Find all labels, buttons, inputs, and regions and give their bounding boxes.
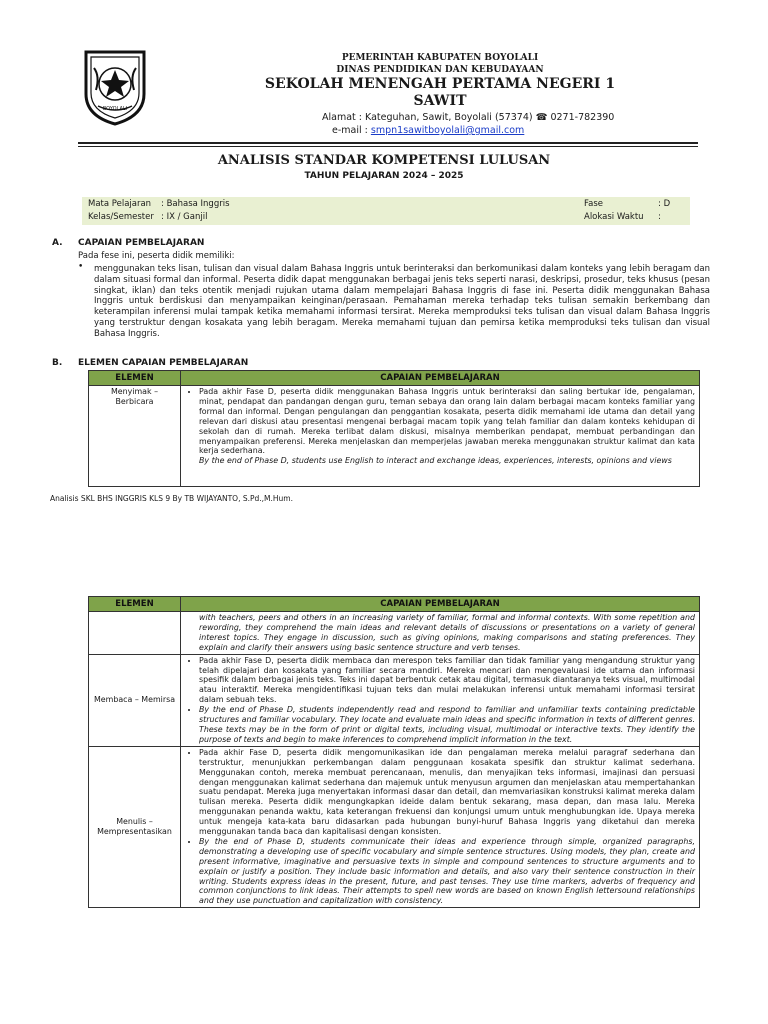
kelas-label: Kelas/Semester (88, 212, 154, 222)
section-b-title: ELEMEN CAPAIAN PEMBELAJARAN (78, 358, 249, 368)
school-name-line2: SAWIT (413, 93, 467, 109)
school-address: Alamat : Kateguhan, Sawit, Boyolali (57374) ☎ 0271-782390 (322, 112, 615, 123)
elemen-cell: Membaca – Memirsa (89, 654, 181, 746)
capaian-en-text: • By the end of Phase D, students communicate their ideas and experience through simple, organized paragraphs, demonstrating a developing use of specific vocabulary and simple sentence structures. Using models, they plan, create and present informative, imaginative and persuasive texts in simple and compound sentences to structure arguments and to explain or justify a position. They include basic information and details, and also vary their sentence construction in their writing. Students express ideas in the present, future, and past tenses. They use time markers, adverbs of frequency and common conjunctions to link ideas. Their attempts to spell new words are based on known English lettersound relationships and they use punctuation and capitalization with consistency. (199, 837, 695, 906)
col-header-capaian: CAPAIAN PEMBELAJARAN (181, 371, 700, 386)
table-row (89, 654, 700, 746)
government-name: PEMERINTAH KABUPATEN BOYOLALI (341, 53, 539, 63)
subject-info-box (82, 197, 690, 225)
section-a-title: CAPAIAN PEMBELAJARAN (78, 238, 205, 248)
table-row (89, 612, 700, 655)
mapel-label: Mata Pelajaran (88, 199, 152, 209)
capaian-cell (181, 386, 700, 487)
col-header-elemen: ELEMEN (89, 371, 181, 386)
alokasi-value: : (658, 212, 661, 222)
capaian-id-text: • Pada akhir Fase D, peserta didik mengomunikasikan ide dan pengalaman mereka melalui paragraf sederhana dan terstruktur, menunjukkan perkembangan dalam penggunaan kosakata spesifik dan struktur kalimat sederhana. Menggunakan contoh, mereka membuat perencanaan, menulis, dan menyajikan teks informasi, imajinasi dan persuasi dengan menggunakan kalimat sederhana dan majemuk untuk menyusun argumen dan menjelaskan atau mempertahankan suatu pendapat. Mereka juga menyertakan informasi dasar dan detail, dan memvariasikan konstruksi kalimat mereka dalam tulisan mereka. Peserta didik mengungkapkan ideide dalam bentuk sekarang, masa depan, dan masa lalu. Mereka menggunakan penanda waktu, kata keterangan frekuensi dan konjungsi umum untuk menghubungkan ide. Upaya mereka untuk mengeja kata-kata baru didasarkan pada hubungan bunyi-huruf Bahasa Inggris yang diketahui dan mereka menggunakan tanda baca dan kapitalisasi dengan konsisten. (199, 748, 695, 837)
capaian-en-text: • By the end of Phase D, students use English to interact and exchange ideas, experiences, interests, opinions and views (199, 456, 695, 466)
capaian-cell (181, 612, 700, 655)
elemen-cell-continued (89, 612, 181, 655)
letterhead (160, 52, 720, 110)
page-footer: Analisis SKL BHS INGGRIS KLS 9 By TB WIJAYANTO, S.Pd.,M.Hum. (50, 494, 293, 503)
department-name: DINAS PENDIDIKAN DAN KEBUDAYAAN (336, 65, 544, 75)
alokasi-label: Alokasi Waktu (584, 212, 644, 222)
table-row (89, 746, 700, 908)
capaian-cell (181, 746, 700, 908)
col-header-capaian: CAPAIAN PEMBELAJARAN (181, 597, 700, 612)
section-a-bullet: menggunakan teks lisan, tulisan dan visual dalam Bahasa Inggris untuk berinteraksi dan berkomunikasi dalam konteks yang lebih beragam dan dalam situasi formal dan informal. Peserta didik dapat menggunakan berbagai jenis teks seperti narasi, deskripsi, prosedur, teks khusus (pesan singkat, iklan) dan teks otentik menjadi rujukan utama dalam mempelajari Bahasa Inggris di fase ini. Peserta didik menggunakan Bahasa Inggris untuk berdiskusi dan menyampaikan keinginan/perasaan. Pemahaman mereka terhadap teks tulisan semakin berkembang dan keterampilan inferensi mulai tampak ketika memahami informasi tersirat. Mereka memproduksi teks tulisan dan visual dalam Bahasa Inggris yang terstruktur dengan kosakata yang lebih beragam. Mereka memahami tujuan dan pemirsa ketika memproduksi teks tulisan dan visual Bahasa Inggris. (94, 264, 710, 339)
col-header-elemen: ELEMEN (89, 597, 181, 612)
capaian-cell (181, 654, 700, 746)
capaian-id-text: • Pada akhir Fase D, peserta didik membaca dan merespon teks familiar dan tidak familiar yang mengandung struktur yang telah dipelajari dan kosakata yang familiar secara mandiri. Mereka mencari dan mengevaluasi ide utama dan informasi spesifik dalam berbagai jenis teks. Teks ini dapat berbentuk cetak atau digital, termasuk diantaranya teks visual, multimodal atau interaktif. Mereka mengidentifikasi tujuan teks dan mulai melakukan inferensi untuk memahami informasi tersirat dalam sebuah teks. (199, 656, 695, 706)
section-a-letter: A. (52, 238, 63, 248)
elemen-table-page1 (88, 370, 700, 487)
school-address-block (322, 111, 614, 137)
document-subtitle: TAHUN PELAJARAN 2024 – 2025 (304, 171, 464, 181)
section-b-letter: B. (52, 358, 63, 368)
svg-text:BOYOLALI: BOYOLALI (102, 106, 128, 112)
capaian-id-text: • Pada akhir Fase D, peserta didik menggunakan Bahasa Inggris untuk berinteraksi dan saling bertukar ide, pengalaman, minat, pendapat dan pandangan dengan guru, teman sebaya dan orang lain dalam berbagai macam konteks familiar yang formal dan informal. Dengan pengulangan dan penggantian kosakata, peserta didik memahami ide utama dan detail yang relevan dari diskusi atau presentasi mengenai berbagai macam topik yang telah familiar dan dalam konteks kehidupan di sekolah dan di rumah. Mereka terlibat dalam diskusi, misalnya memberikan pendapat, membuat perbandingan dan menyampaikan preferensi. Mereka menjelaskan dan memperjelas jawaban mereka menggunakan struktur kalimat dan kata kerja sederhana. (199, 387, 695, 456)
elemen-cell: Menyimak – Berbicara (89, 386, 181, 487)
table-row (89, 386, 700, 487)
document-title: ANALISIS STANDAR KOMPETENSI LULUSAN (217, 153, 551, 168)
fase-label: Fase (584, 199, 603, 209)
elemen-cell: Menulis – Mempresentasikan (89, 746, 181, 908)
email-label: e-mail : (332, 125, 368, 136)
kelas-value: : IX / Ganjil (161, 212, 208, 222)
letterhead-divider (78, 142, 698, 147)
school-email-line (322, 124, 614, 137)
elemen-table-page2 (88, 596, 700, 908)
capaian-en-continued: with teachers, peers and others in an increasing variety of familiar, formal and informal contexts. With some repetition and rewording, they comprehend the main ideas and relevant details of discussions or presentations on a variety of general interest topics. They engage in discussion, such as giving opinions, making comparisons and stating preferences. They explain and clarify their answers using basic sentence structure and verb tenses. (199, 613, 695, 652)
capaian-en-text: • By the end of Phase D, students independently read and respond to familiar and unfamiliar texts containing predictable structures and familiar vocabulary. They locate and evaluate main ideas and specific information in texts of different genres. These texts may be in the form of print or digital texts, including visual, multimodal or interactive texts. They identify the purpose of texts and begin to make inferences to comprehend implicit information in the text. (199, 705, 695, 745)
fase-value: : D (658, 199, 671, 209)
section-a-intro: Pada fese ini, peserta didik memiliki: (78, 251, 235, 261)
mapel-value: : Bahasa Inggris (161, 199, 230, 209)
bullet-icon: • (78, 262, 84, 272)
school-name-line1: SEKOLAH MENENGAH PERTAMA NEGERI 1 (264, 76, 616, 92)
page-2 (0, 540, 768, 1024)
boyolali-emblem-logo (78, 46, 152, 126)
email-link[interactable]: smpn1sawitboyolali@gmail.com (370, 125, 525, 136)
